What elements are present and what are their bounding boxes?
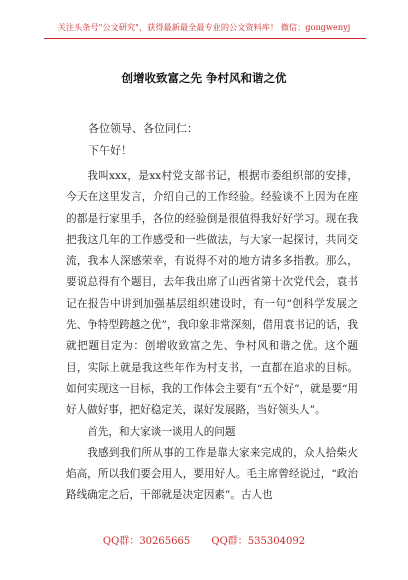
footer-qq-group-1: QQ群：30265665 (102, 536, 191, 547)
document-title: 创增收致富之先 争村风和谐之优 (121, 71, 287, 85)
salutation: 各位领导、各位同仁： (88, 122, 198, 135)
document-body (66, 166, 358, 507)
footer-contact (0, 532, 408, 547)
header-divider (44, 38, 366, 39)
footer-qq-group-2: QQ群：535304092 (211, 536, 306, 547)
section-heading: 首先，和大家谈一谈用人的问题 (87, 425, 236, 438)
body-paragraph: 我叫xxx，是xx村党支部书记，根据市委组织部的安排，今天在这里发言，介绍自己的工作经验。经验谈不上因为在座的都是行家里手，各位的经验倒是很值得我好好学习。现在我把我这几年的工作感受和一些做法，与大家一起探讨，共同交流，我本人深感荣幸，有说得不对的地方请多多指教。那么，要说总得有个题目，去年我出席了山西省第十次党代会，袁书记在报告中讲到加强基层组织建设时，有一句“创科学发展之先、争特型跨越之优”，我印象非常深刻，借用袁书记的话，我就把题目定为：创增收致富之先、争村风和谐之优。这个题目，实际上就是我这些年作为村支书，一直都在追求的目标。如何实现这一目标，我的工作体会主要有“五个好”，就是要“用好人做好事，把好稳定关，谋好发展路，当好领头人”。 (66, 170, 358, 417)
greeting: 下午好！ (88, 144, 132, 157)
header-banner: 关注头条号"公文研究"，获得最新最全最专业的公文资料库！ 微信：gongwenyj (57, 22, 351, 32)
body-paragraph: 我感到我们所从事的工作是靠大家来完成的，众人拾柴火焰高，所以我们要会用人，要用好人。毛主席曾经说过，“政治路线确定之后，干部就是决定因素”。古人也 (66, 446, 358, 502)
